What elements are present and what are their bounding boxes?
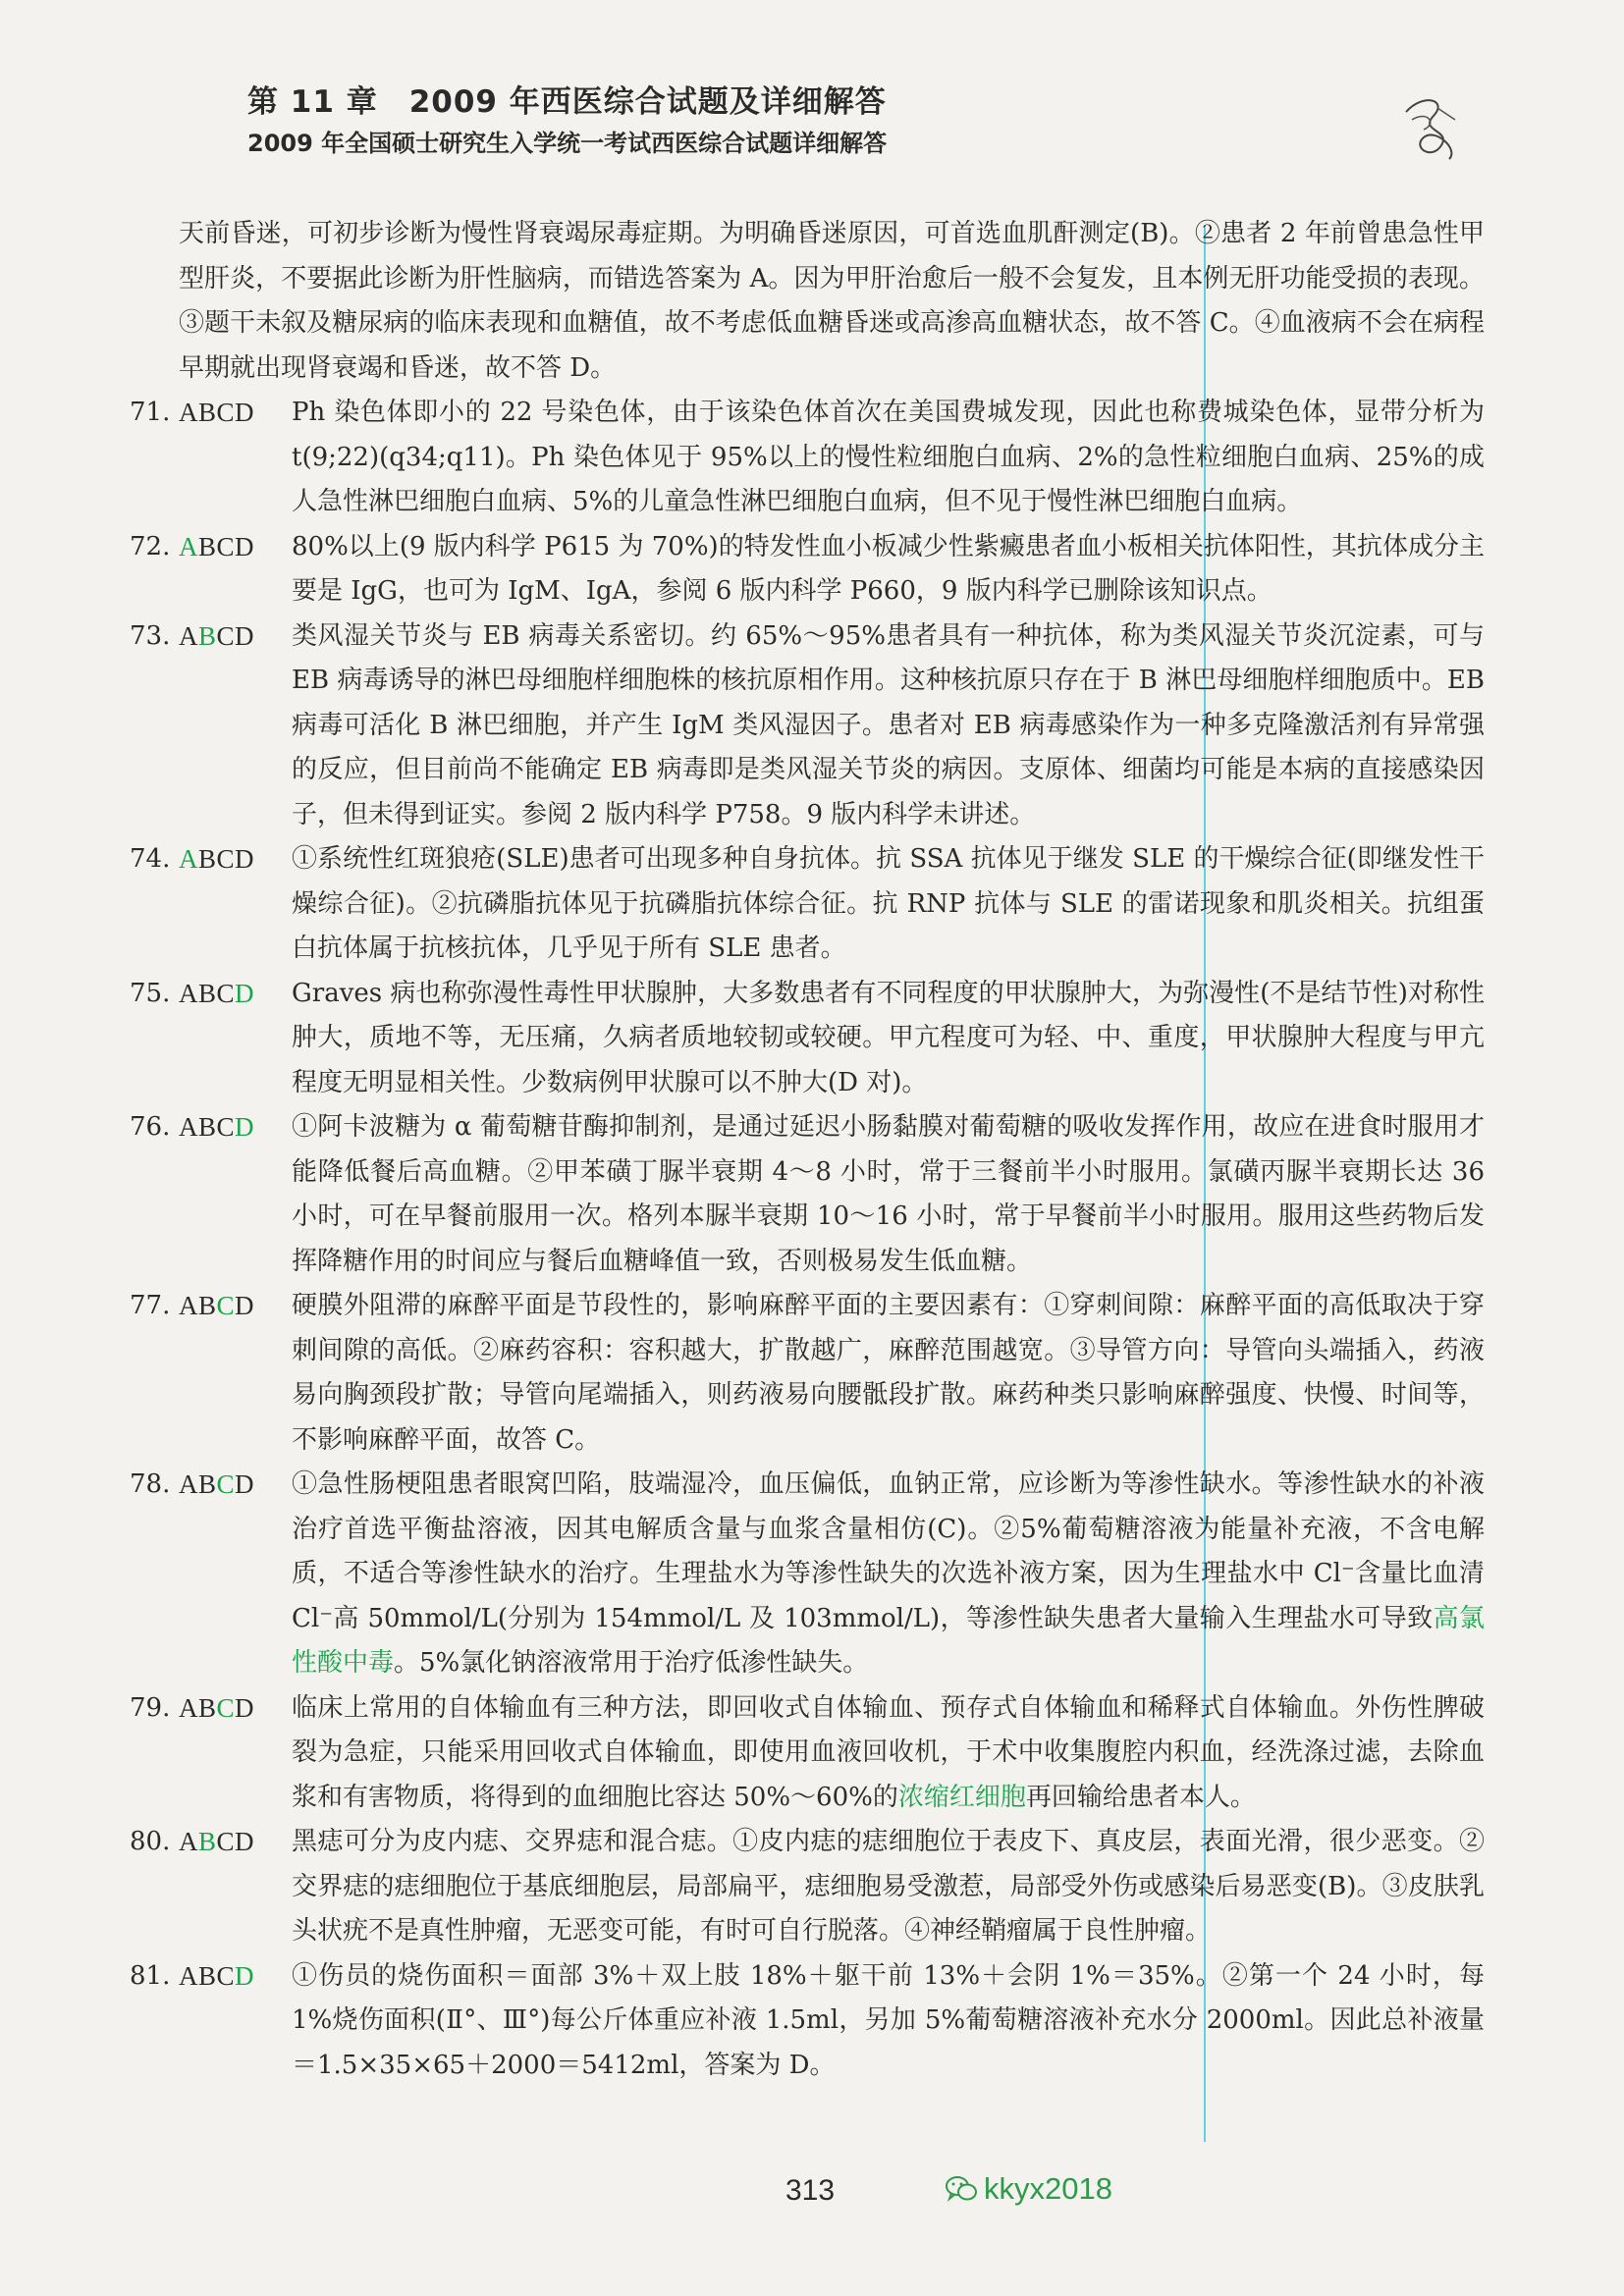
- answer-options: [179, 972, 254, 1017]
- option-letters: A: [179, 1827, 198, 1856]
- question-number: 81.: [130, 1960, 171, 1991]
- option-letters: AB: [179, 1291, 217, 1320]
- correct-answer-letter: B: [198, 1827, 217, 1856]
- correct-answer-letter: D: [235, 1112, 255, 1142]
- chapter-title: 第 11 章 2009 年西医综合试题及详细解答: [247, 84, 887, 120]
- option-letters: D: [235, 1291, 255, 1320]
- explanation-text: ①阿卡波糖为 α 葡萄糖苷酶抑制剂，是通过延迟小肠黏膜对葡萄糖的吸收发挥作用，故应在进食时服用才能降低餐后高血糖。②甲苯磺丁脲半衰期 4～8 小时，常于三餐前半小时服用。氯磺丙脲半衰期长达 36 小时，可在早餐前服用一次。格列本脲半衰期 10～16 小时，常于早餐前半小时服用。服用这些药物后发挥降糖作用的时间应与餐后血糖峰值一致，否则极易发生低血糖。: [292, 1112, 1485, 1276]
- explanation-text: ①系统性红斑狼疮(SLE)患者可出现多种自身抗体。抗 SSA 抗体见于继发 SLE 的干燥综合征(即继发性干燥综合征)。②抗磷脂抗体见于抗磷脂抗体综合征。抗 RNP 抗体与 SLE 的雷诺现象和肌炎相关。抗组蛋白抗体属于抗核抗体，几乎见于所有 SLE 患者。: [292, 844, 1485, 963]
- option-letters: ABC: [179, 1960, 236, 1991]
- question-number: 73.: [130, 620, 171, 651]
- explanation-text: 硬膜外阻滞的麻醉平面是节段性的，影响麻醉平面的主要因素有：①穿刺间隙：麻醉平面的高低取决于穿刺间隙的高低。②麻药容积：容积越大，扩散越广，麻醉范围越宽。③导管方向：导管向头端插入，药液易向胸颈段扩散；导管向尾端插入，则药液易向腰骶段扩散。麻药种类只影响麻醉强度、快慢、时间等，不影响麻醉平面，故答 C。: [292, 1291, 1485, 1455]
- explanation-text: [292, 1686, 1485, 1821]
- answer-options: [179, 614, 254, 660]
- highlighted-term: 高氯性酸中毒: [292, 1603, 1485, 1678]
- answer-options: [179, 1105, 254, 1150]
- correct-answer-letter: A: [179, 531, 198, 561]
- correct-answer-letter: B: [198, 620, 217, 651]
- correct-answer-letter: D: [235, 1960, 255, 1991]
- explanation-text: 黑痣可分为皮内痣、交界痣和混合痣。①皮内痣的痣细胞位于表皮下、真皮层，表面光滑，很少恶变。②交界痣的痣细胞位于基底细胞层，局部扁平，痣细胞易受激惹，局部受外伤或感染后易恶变(B)。③皮肤乳头状疣不是真性肿瘤，无恶变可能，有时可自行脱落。④神经鞘瘤属于良性肿瘤。: [292, 1827, 1485, 1946]
- answer-options: [179, 1954, 254, 2000]
- answer-options: [179, 1820, 254, 1865]
- answer-options: [179, 391, 254, 436]
- highlighted-term: 浓缩红细胞: [897, 1782, 1026, 1812]
- question-number: 80.: [130, 1827, 171, 1856]
- answer-item: [130, 1284, 1485, 1463]
- answer-item-list: [130, 391, 1485, 2088]
- option-letters: AB: [179, 1692, 217, 1723]
- watermark: [945, 2171, 1112, 2207]
- wechat-icon: [945, 2174, 978, 2204]
- explanation-text: Graves 病也称弥漫性毒性甲状腺肿，大多数患者有不同程度的甲状腺肿大，为弥漫性(不是结节性)对称性肿大，质地不等，无压痛，久病者质地较韧或较硬。甲亢程度可为轻、中、重度，甲状腺肿大程度与甲亢程度无明显相关性。少数病例甲状腺可以不肿大(D 对)。: [292, 978, 1485, 1097]
- question-number: 78.: [130, 1469, 171, 1499]
- watermark-text: kkyx2018: [984, 2171, 1112, 2206]
- question-number: 71.: [130, 398, 171, 427]
- option-letters: BCD: [198, 844, 255, 874]
- correct-answer-letter: A: [179, 844, 198, 874]
- answer-explanations: [130, 212, 1485, 2088]
- answer-item: [130, 1105, 1485, 1284]
- answer-item: [130, 525, 1485, 614]
- chapter-subtitle: 2009 年全国硕士研究生入学统一考试西医综合试题详细解答: [247, 130, 888, 157]
- option-letters: CD: [216, 1827, 255, 1856]
- explanation-text: Ph 染色体即小的 22 号染色体，由于该染色体首次在美国费城发现，因此也称费城染色体，显带分析为 t(9;22)(q34;q11)。Ph 染色体见于 95%以上的慢性粒细胞白血病、2%的急性粒细胞白血病、25%的成人急性淋巴细胞白血病、5%的儿童急性淋巴细胞白血病，但不见于慢性淋巴细胞白血病。: [292, 398, 1485, 516]
- question-number: 75.: [130, 978, 171, 1008]
- answer-item: [130, 614, 1485, 838]
- explanation-text: ①伤员的烧伤面积＝面部 3%＋双上肢 18%＋躯干前 13%＋会阴 1%＝35%。②第一个 24 小时，每 1%烧伤面积(Ⅱ°、Ⅲ°)每公斤体重应补液 1.5ml，另加 5%葡萄糖溶液补充水分 2000ml。因此总补液量＝1.5×35×65＋2000＝5412ml，答案为 D。: [292, 1960, 1485, 2080]
- page-number: 313: [785, 2174, 836, 2207]
- answer-options: [179, 1284, 254, 1329]
- answer-item: [130, 391, 1485, 525]
- answer-item: [130, 1686, 1485, 1821]
- explanation-segment: 。5%氯化钠溶液常用于治疗低渗性缺失。: [394, 1648, 869, 1678]
- answer-item: [130, 837, 1485, 972]
- explanation-segment: ①急性肠梗阻患者眼窝凹陷，肢端湿冷，血压偏低，血钠正常，应诊断为等渗性缺水。等渗性缺水的补液治疗首选平衡盐溶液，因其电解质含量与血浆含量相仿(C)。②5%葡萄糖溶液为能量补充液，不含电解质，不适合等渗性缺水的治疗。生理盐水为等渗性缺失的次选补液方案，因为生理盐水中 Cl⁻含量比血清 Cl⁻高 50mmol/L(分别为 154mmol/L 及 103mmol/L)，等渗性缺失患者大量输入生理盐水可导致: [292, 1469, 1485, 1633]
- question-number: 74.: [130, 844, 171, 874]
- correct-answer-letter: C: [216, 1469, 236, 1499]
- answer-item: [130, 1820, 1485, 1954]
- handwritten-scribble: [1394, 90, 1473, 169]
- correct-answer-letter: D: [235, 978, 255, 1008]
- question-number: 77.: [130, 1291, 171, 1320]
- option-letters: ABC: [179, 1112, 236, 1142]
- page-header: [247, 80, 1426, 161]
- option-letters: D: [235, 1692, 255, 1723]
- correct-answer-letter: C: [216, 1291, 236, 1320]
- answer-item: [130, 1463, 1485, 1686]
- option-letters: AB: [179, 1469, 217, 1499]
- option-letters: BCD: [198, 531, 255, 561]
- option-letters: ABC: [179, 978, 236, 1008]
- answer-item: [130, 1954, 1485, 2089]
- correct-answer-letter: C: [216, 1692, 236, 1723]
- option-letters: A: [179, 620, 198, 651]
- option-letters: ABCD: [179, 398, 255, 427]
- answer-options: [179, 525, 254, 570]
- answer-options: [179, 837, 254, 882]
- explanation-segment: 临床上常用的自体输血有三种方法，即回收式自体输血、预存式自体输血和稀释式自体输血。外伤性脾破裂为急症，只能采用回收式自体输血，即使用血液回收机，于术中收集腹腔内积血，经洗涤过滤，去除血浆和有害物质，将得到的血细胞比容达 50%～60%的: [292, 1692, 1485, 1812]
- answer-options: [179, 1463, 254, 1508]
- answer-item: [130, 972, 1485, 1106]
- question-number: 72.: [130, 531, 171, 561]
- explanation-text: 类风湿关节炎与 EB 病毒关系密切。约 65%～95%患者具有一种抗体，称为类风湿关节炎沉淀素，可与 EB 病毒诱导的淋巴母细胞样细胞株的核抗原相作用。这种核抗原只存在于 B 淋巴母细胞样细胞质中。EB 病毒可活化 B 淋巴细胞，并产生 IgM 类风湿因子。患者对 EB 病毒感染作为一种多克隆激活剂有异常强的反应，但目前尚不能确定 EB 病毒即是类风湿关节炎的病因。支原体、细菌均可能是本病的直接感染因子，但未得到证实。参阅 2 版内科学 P758。9 版内科学未讲述。: [292, 620, 1485, 829]
- explanation-segment: 再回输给患者本人。: [1025, 1782, 1256, 1812]
- explanation-text: [292, 1463, 1485, 1686]
- continuation-paragraph: 天前昏迷，可初步诊断为慢性肾衰竭尿毒症期。为明确昏迷原因，可首选血肌酐测定(B)。②患者 2 年前曾患急性甲型肝炎，不要据此诊断为肝性脑病，而错选答案为 A。因为甲肝治愈后一般不会复发，且本例无肝功能受损的表现。③题干未叙及糖尿病的临床表现和血糖值，故不考虑低血糖昏迷或高渗高血糖状态，故不答 C。④血液病不会在病程早期就出现肾衰竭和昏迷，故不答 D。: [179, 219, 1485, 383]
- question-number: 76.: [130, 1112, 171, 1142]
- explanation-text: 80%以上(9 版内科学 P615 为 70%)的特发性血小板减少性紫癜患者血小板相关抗体阳性，其抗体成分主要是 IgG，也可为 IgM、IgA，参阅 6 版内科学 P660，9 版内科学已删除该知识点。: [292, 531, 1485, 606]
- option-letters: CD: [216, 620, 255, 651]
- answer-options: [179, 1686, 254, 1732]
- option-letters: D: [235, 1469, 255, 1499]
- question-number: 79.: [130, 1692, 171, 1723]
